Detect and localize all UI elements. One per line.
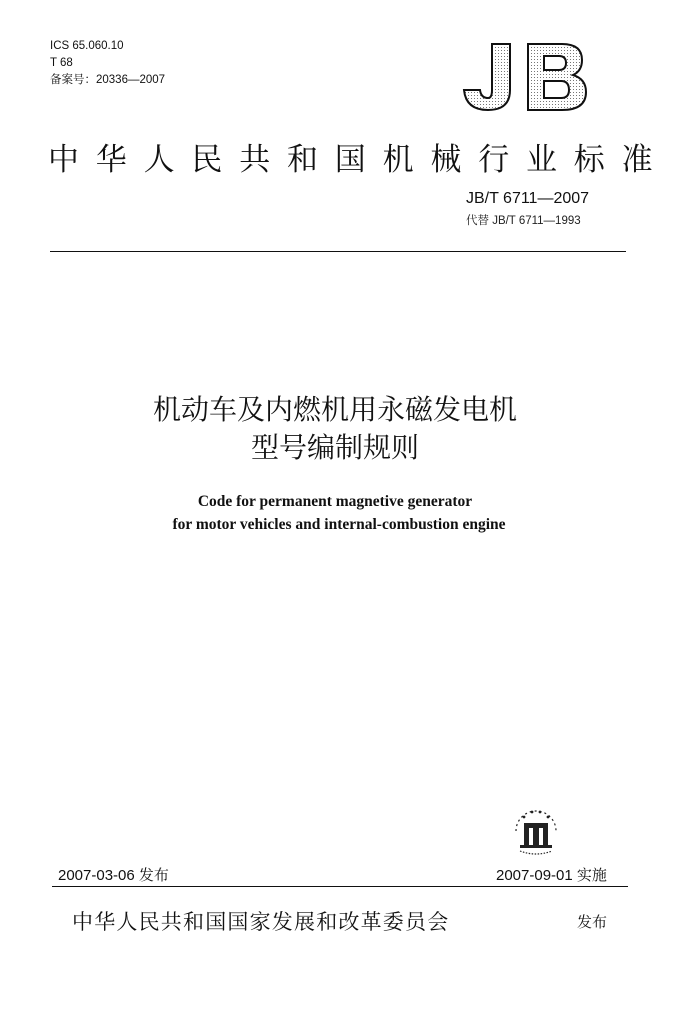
document-codes [50,38,165,89]
standard-number: JB/T 6711—2007 [466,190,590,207]
issue-date: 2007-03-06 发布 [58,867,169,884]
jb-logo-icon [458,40,592,118]
top-divider [50,251,626,252]
title-chinese-line1: 机动车及内燃机用永磁发电机 [152,393,517,426]
standard-title: 中华人民共和国机械行业标准 [48,142,670,178]
replaces-standard: 代替 JB/T 6711—1993 [466,215,581,227]
implementation-date: 2007-09-01 实施 [496,867,607,884]
title-chinese-line2: 型号编制规则 [250,431,419,464]
title-english-line1: Code for permanent magnetive generator [197,493,473,510]
title-english-line2: for motor vehicles and internal-combustion engine [172,516,506,533]
ics-code: ICS 65.060.10 [50,40,124,52]
bottom-divider [52,886,628,887]
publisher-emblem-icon [508,803,564,863]
category-code: T 68 [50,57,73,69]
filing-number: 备案号：20336—2007 [50,74,166,86]
publisher-suffix: 发布 [577,913,608,931]
publisher-name: 中华人民共和国国家发展和改革委员会 [72,910,450,934]
